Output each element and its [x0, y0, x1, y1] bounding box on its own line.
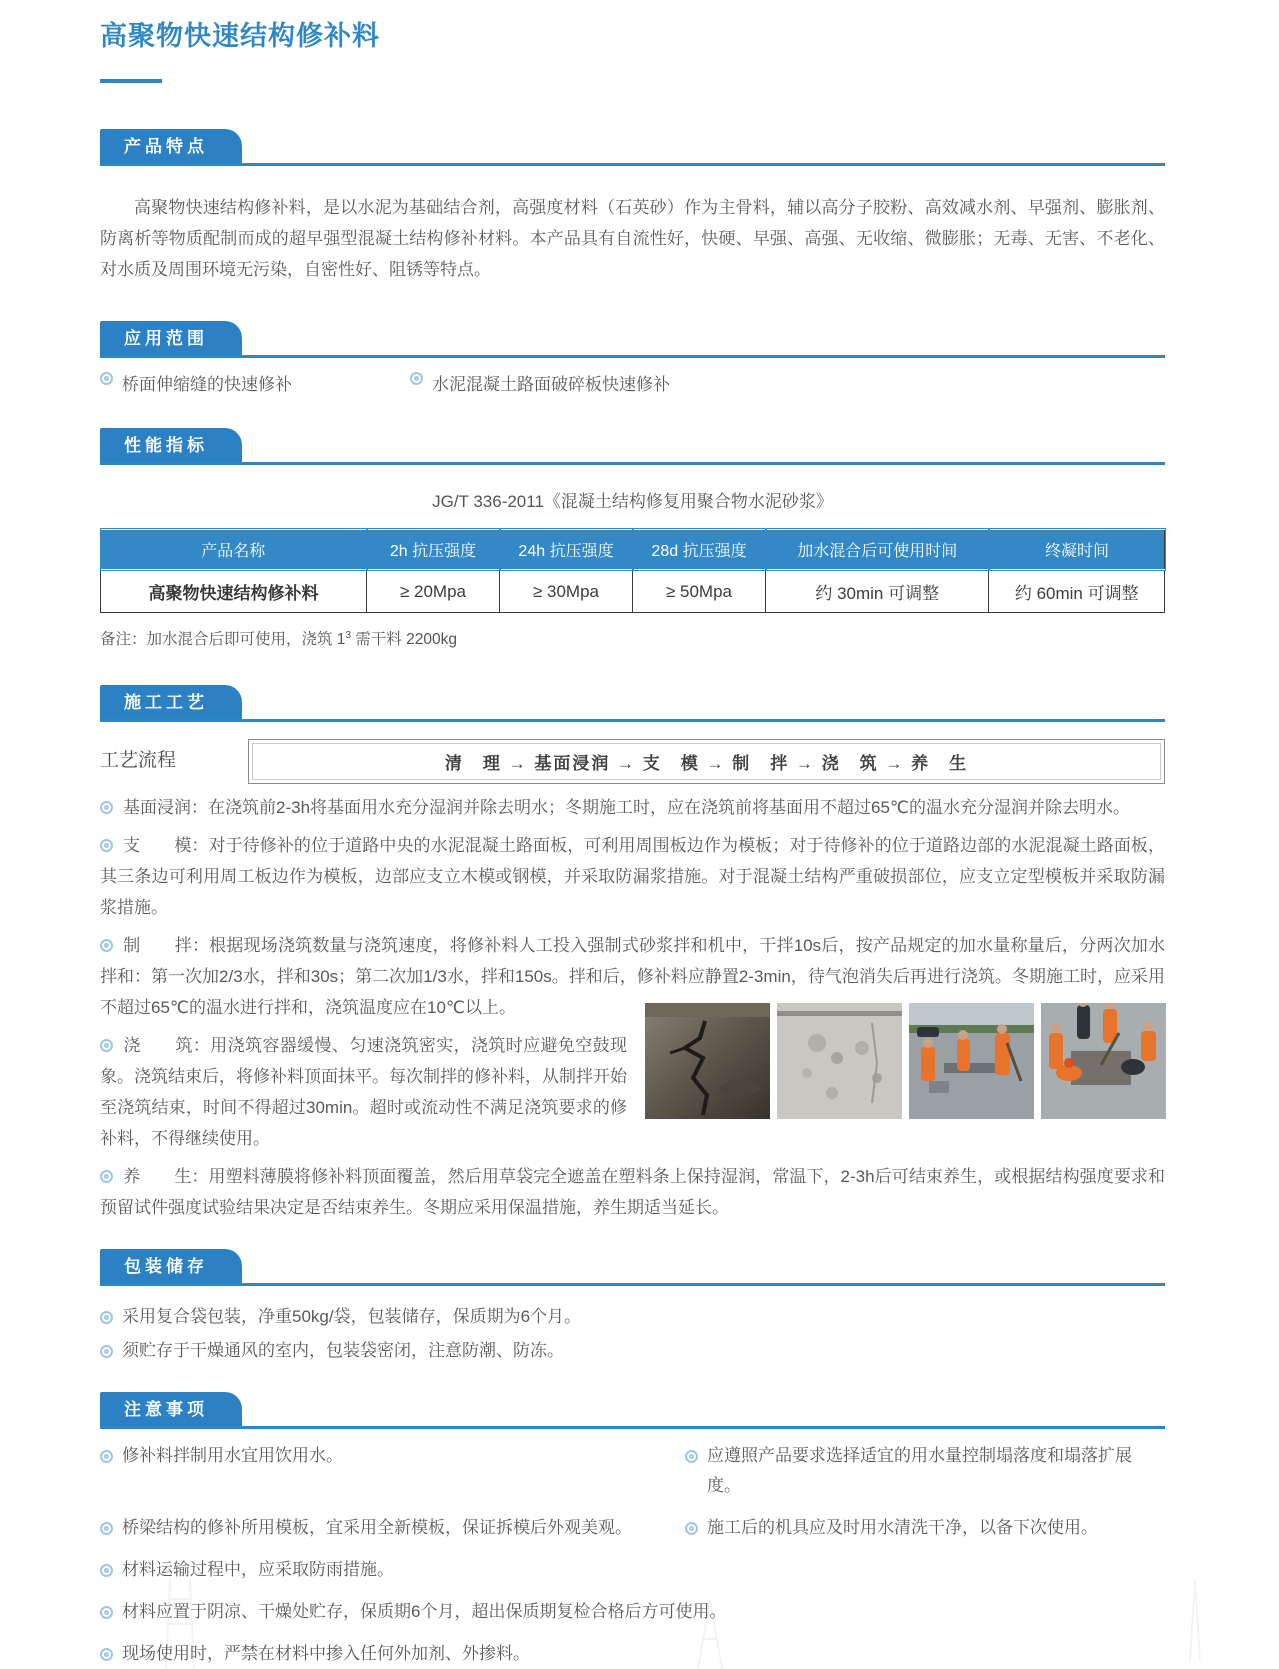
- step-text: 用浇筑容器缓慢、匀速浇筑密实，浇筑时应避免空鼓现象。浇筑结束后，将修补料顶面抹平。每次制拌的修补料，从制拌开始至浇筑结束，时间不得超过30min。超时或流动性不满足浇筑要求的修补料，不得继续使用。: [100, 1036, 628, 1148]
- notes-item: [100, 1441, 685, 1501]
- section-header-features: [100, 129, 1165, 166]
- application-item-label: 水泥混凝土路面破碎板快速修补: [432, 375, 670, 394]
- superscript: 3: [345, 629, 351, 641]
- table-cell: 高聚物快速结构修补料: [101, 570, 367, 613]
- features-paragraph: 高聚物快速结构修补料，是以水泥为基础结合剂，高强度材料（石英砂）作为主骨料，辅以高分子胶粉、高效减水剂、早强剂、膨胀剂、防离析等物质配制而成的超早强型混凝土结构修补材料。本产品具有自流性好，快硬、早强、高强、无收缩、微膨胀；无毒、无害、不老化、对水质及周围环境无污染，自密性好、阻锈等特点。: [100, 198, 1165, 279]
- bullet-ring-icon: [100, 1311, 113, 1324]
- step-term: 制 拌：: [123, 936, 210, 955]
- table-header-cell: 24h 抗压强度: [500, 529, 633, 570]
- notes-item-text: 现场使用时，严禁在材料中掺入任何外加剂、外掺料。: [122, 1644, 530, 1663]
- application-item: [410, 372, 670, 398]
- step-text: 用塑料薄膜将修补料顶面覆盖，然后用草袋完全遮盖在塑料条上保持湿润，常温下，2-3h后可结束养生，或根据结构强度要求和预留试件强度试验结果决定是否结束养生。冬期应采用保温措施，养生期适当延长。: [100, 1167, 1165, 1217]
- notes-item-text: 材料应置于阴凉、干燥处贮存，保质期6个月，超出保质期复检合格后方可使用。: [122, 1602, 727, 1621]
- notes-row: [100, 1513, 1165, 1543]
- packaging-item: [100, 1336, 1165, 1366]
- watermark-bridge-tower-right: [1180, 1581, 1210, 1661]
- table-header-cell: 加水混合后可使用时间: [766, 529, 989, 570]
- table-cell: ≥ 30Mpa: [500, 570, 633, 613]
- application-items: [100, 372, 1165, 398]
- section-header-packaging: [100, 1249, 1165, 1286]
- bullet-ring-icon: [100, 1606, 113, 1619]
- step-text: 对于待修补的位于道路中央的水泥混凝土路面板，可利用周围板边作为模板；对于待修补的位于道路边部的水泥混凝土路面板，其三条边可利用周工板边作为模板，边部应支立木模或钢模，并采取防漏浆措施。对于混凝土结构严重破损部位，应支立定型模板并采取防漏浆措施。: [100, 836, 1166, 917]
- notes-item: [100, 1555, 1165, 1585]
- table-header-cell: 28d 抗压强度: [633, 529, 766, 570]
- page-title: 高聚物快速结构修补料: [100, 21, 380, 51]
- section-tab-features: 产品特点: [100, 129, 242, 163]
- performance-table: [100, 528, 1165, 613]
- bullet-ring-icon: [100, 1522, 113, 1535]
- packaging-item-text: 须贮存于干燥通风的室内，包装袋密闭，注意防潮、防冻。: [122, 1341, 564, 1360]
- table-header-cell: 产品名称: [101, 529, 367, 570]
- notes-item: [100, 1639, 1165, 1669]
- notes-item-text: 修补料拌制用水宜用饮用水。: [122, 1446, 343, 1465]
- packaging-item-text: 采用复合袋包装，净重50kg/袋，包装储存，保质期为6个月。: [122, 1307, 582, 1326]
- standard-caption: JG/T 336-2011《混凝土结构修复用聚合物水泥砂浆》: [432, 492, 833, 511]
- bullet-ring-icon: [685, 1522, 698, 1535]
- flow-label: 工艺流程: [100, 750, 177, 771]
- step-term: 浇 筑：: [123, 1036, 211, 1055]
- notes-row: [100, 1441, 1165, 1501]
- section-tab-performance: 性能指标: [100, 428, 242, 462]
- notes-item: [100, 1597, 1165, 1627]
- application-item: [100, 372, 410, 398]
- flow-diagram: 清 理 → 基面浸润 → 支 模 → 制 拌 → 浇 筑 → 养 生: [248, 739, 1165, 784]
- notes-item: [685, 1441, 1165, 1501]
- notes-item-text: 应遵照产品要求选择适宜的用水量控制塌落度和塌落扩展度。: [707, 1446, 1132, 1495]
- bullet-ring-icon: [100, 1450, 113, 1463]
- site-photo-strip: [645, 1003, 1165, 1119]
- bullet-ring-icon: [100, 939, 113, 952]
- step-term: 养 生：: [123, 1167, 209, 1186]
- notes-item-text: 施工后的机具应及时用水清洗干净，以备下次使用。: [707, 1518, 1098, 1537]
- section-header-performance: [100, 428, 1165, 465]
- section-tab-process: 施工工艺: [100, 685, 242, 719]
- step-term: 基面浸润：: [123, 798, 208, 817]
- photo-cracked-pavement: [645, 1003, 770, 1119]
- notes-item-text: 桥梁结构的修补所用模板，宜采用全新模板，保证拆模后外观美观。: [122, 1518, 632, 1537]
- photo-spalled-concrete: [777, 1003, 902, 1119]
- bullet-ring-icon: [100, 372, 113, 385]
- table-header-cell: 终凝时间: [989, 529, 1165, 570]
- bullet-ring-icon: [100, 839, 113, 852]
- table-cell: ≥ 50Mpa: [633, 570, 766, 613]
- notes-item-text: 材料运输过程中，应采取防雨措施。: [122, 1560, 394, 1579]
- photo-workers-jointing: [909, 1003, 1034, 1119]
- table-header-cell: 2h 抗压强度: [367, 529, 500, 570]
- section-tab-packaging: 包装储存: [100, 1249, 242, 1283]
- process-step-curing: [100, 1161, 1165, 1223]
- bullet-ring-icon: [100, 1039, 113, 1052]
- section-header-notes: [100, 1392, 1165, 1429]
- table-note: 备注：加水混合后即可使用，浇筑 $1^3$ 需干料 2200kg: [100, 629, 457, 648]
- notes-item: [100, 1513, 685, 1543]
- notes-item: [685, 1513, 1098, 1543]
- bullet-ring-icon: [100, 1648, 113, 1661]
- table-cell: 约 60min 可调整: [989, 570, 1165, 613]
- step-text: 根据现场浇筑数量与浇筑速度，将修补料人工投入强制式砂浆拌和机中，干拌10s后，按产品规定的加水量称量后，分两次加水拌和：第一次加2/3水，拌和30s；第二次加1/3水，拌和150s。拌和后，修补料应静置2-3min，待气泡消失后再进行浇筑。冬期施工时，应采用不超过65℃的温水进行拌和，浇筑温度应在10℃以上。: [100, 936, 1165, 1017]
- process-step-formwork: [100, 830, 1165, 923]
- bullet-ring-icon: [410, 372, 423, 385]
- section-header-process: [100, 685, 1165, 722]
- bullet-ring-icon: [100, 1170, 113, 1183]
- packaging-item: [100, 1302, 1165, 1332]
- bullet-ring-icon: [685, 1450, 698, 1463]
- bullet-ring-icon: [100, 1345, 113, 1358]
- section-tab-application: 应用范围: [100, 321, 242, 355]
- step-term: 支 模：: [123, 836, 209, 855]
- application-item-label: 桥面伸缩缝的快速修补: [122, 375, 292, 394]
- table-row: [101, 570, 1165, 613]
- section-tab-notes: 注意事项: [100, 1392, 242, 1426]
- bullet-ring-icon: [100, 801, 113, 814]
- table-cell: ≥ 20Mpa: [367, 570, 500, 613]
- table-header-row: [101, 529, 1165, 570]
- photo-workers-patching: [1041, 1003, 1166, 1119]
- process-flow-row: [100, 739, 1165, 784]
- document-page: [100, 0, 1165, 1669]
- table-cell: 约 30min 可调整: [766, 570, 989, 613]
- bullet-ring-icon: [100, 1564, 113, 1577]
- step-text: 在浇筑前2-3h将基面用水充分湿润并除去明水；冬期施工时，应在浇筑前将基面用不超过65℃的温水充分湿润并除去明水。: [208, 798, 1131, 817]
- process-step-soaking: [100, 792, 1165, 823]
- section-header-application: [100, 321, 1165, 358]
